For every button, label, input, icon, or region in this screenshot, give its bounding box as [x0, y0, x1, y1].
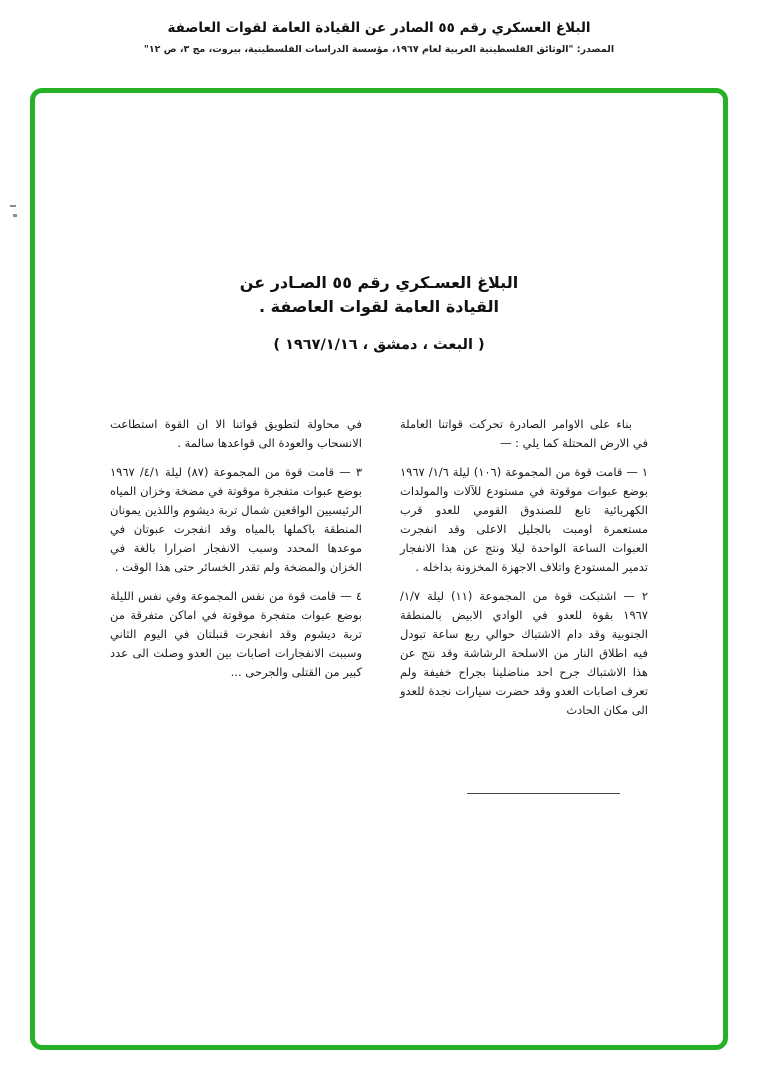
communique-dateline: ( البعث ، دمشق ، ١٩٦٧/١/١٦ )	[273, 337, 485, 353]
communique-title-line-1: البلاغ العسـكري رقم ٥٥ الصـادر عن	[239, 273, 519, 292]
paragraph-item-4: ٤ — قامت قوة من نفس المجموعة وفي نفس الليلة بوضع عبوات متفجرة موقوتة في اماكن متفرقة من تربة ديشوم وقد انفجرت قنبلتان في اليوم الثاني وسببت الانفجارات اصابات بين العدو وصلت الى عدد كبير من القتلى والجرحى ...	[110, 589, 362, 679]
paragraph-item-3: ٣ — قامت قوة من المجموعة (٨٧) ليلة ٤/١/ ١٩٦٧ بوضع عبوات متفجرة موقوتة في مضخة وخزان المياه الرئيسيين الواقعين شمال تربة ديشوم واللذين يمونان المنطقة باكملها بالمياه وقد انفجرت عبوتان في موعدها المحدد وسبب الانفجار اضرارا بالغة في الخزان والمضخة ولم تقدر الخسائر حتى هذا الوقت .	[110, 465, 362, 574]
document-source-citation: المصدر: "الوثائق الفلسطينية العربية لعام ١٩٦٧، مؤسسة الدراسات الفلسطينية، بيروت، مج ٣، ص ١٢"	[143, 44, 615, 55]
paragraph-item-2: ٢ — اشتبكت قوة من المجموعة (١١) ليلة ١/٧/ ١٩٦٧ بقوة للعدو في الوادي الابيض بالمنطقة الجنوبية وقد دام الاشتباك حوالي ربع ساعة تبودل فيه اطلاق النار من الاسلحة الرشاشة وقد نتج عن هذا الاشتباك جرح احد مناضلينا بجراح خفيفة ولم تعرف اصابات العدو وقد حضرت سيارات نجدة للعدو الى مكان الحادث	[400, 589, 648, 717]
scan-artifact	[10, 205, 16, 207]
paragraph-item-1: ١ — قامت قوة من المجموعة (١٠٦) ليلة ١/٦/ ١٩٦٧ بوضع عبوات موقوتة في مستودع للآلات والمولدات الكهربائية تابع للصندوق القومي للعدو قرب مستعمرة اومبت بالجليل الاعلى وقد انفجرت العبوات الساعة الواحدة ليلا ونتج عن هذا الانفجار تدمير المستودع واتلاف الاجهزة المخزونة بداخله .	[400, 465, 648, 574]
document-header-title: البلاغ العسكري رقم ٥٥ الصادر عن القيادة العامة لقوات العاصفة	[167, 20, 591, 36]
text-column-left	[110, 415, 362, 692]
paragraph-intro: بناء على الاوامر الصادرة تحركت قواتنا العاملة في الارض المحتلة كما يلي : —	[400, 417, 648, 450]
document-frame	[30, 88, 728, 1050]
paragraph-continuation: في محاولة لتطويق قواتنا الا ان القوة استطاعت الانسحاب والعودة الى قواعدها سالمة .	[110, 417, 362, 450]
communique-title-block	[35, 271, 723, 353]
text-column-right	[400, 415, 648, 730]
signature-line	[467, 793, 620, 794]
page-header	[0, 20, 758, 55]
communique-title-line-2: القيادة العامة لقوات العاصفة .	[258, 297, 500, 316]
scan-artifact	[13, 214, 17, 217]
